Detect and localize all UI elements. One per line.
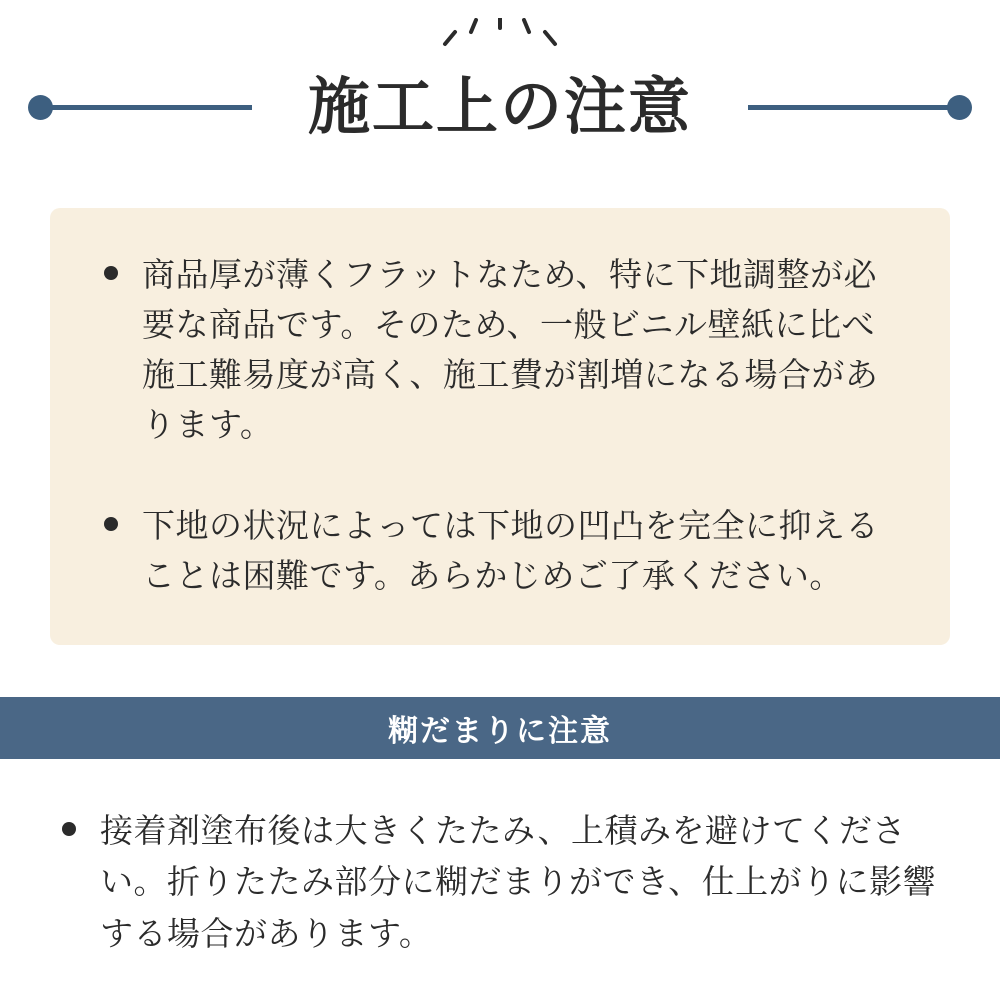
lower-notice-list [50, 805, 950, 959]
bullet-icon [104, 517, 118, 531]
lower-notice-section [50, 805, 950, 959]
section-band [0, 697, 1000, 759]
list-item [92, 250, 908, 451]
bullet-icon [62, 822, 76, 836]
list-item [92, 501, 908, 601]
section-band-title: 糊だまりに注意 [388, 714, 612, 748]
bullet-icon [104, 266, 118, 280]
page-title: 施工上の注意 [290, 77, 710, 139]
page-header [0, 0, 1000, 175]
list-item [50, 805, 950, 959]
list-item-text: 下地の状況によっては下地の凹凸を完全に抑えることは困難です。あらかじめご了承ください。 [142, 506, 879, 594]
title-row [0, 68, 1000, 148]
list-item-text: 接着剤塗布後は大きくたたみ、上積みを避けてください。折りたたみ部分に糊だまりができ、仕上がりに影響する場合があります。 [100, 811, 937, 952]
notice-list [92, 250, 908, 601]
notice-callout [50, 208, 950, 645]
list-item-text: 商品厚が薄くフラットなため、特に下地調整が必要な商品です。そのため、一般ビニル壁紙に比べ施工難易度が高く、施工費が割増になる場合があります。 [142, 256, 879, 444]
sparkle-burst-icon [435, 18, 565, 58]
